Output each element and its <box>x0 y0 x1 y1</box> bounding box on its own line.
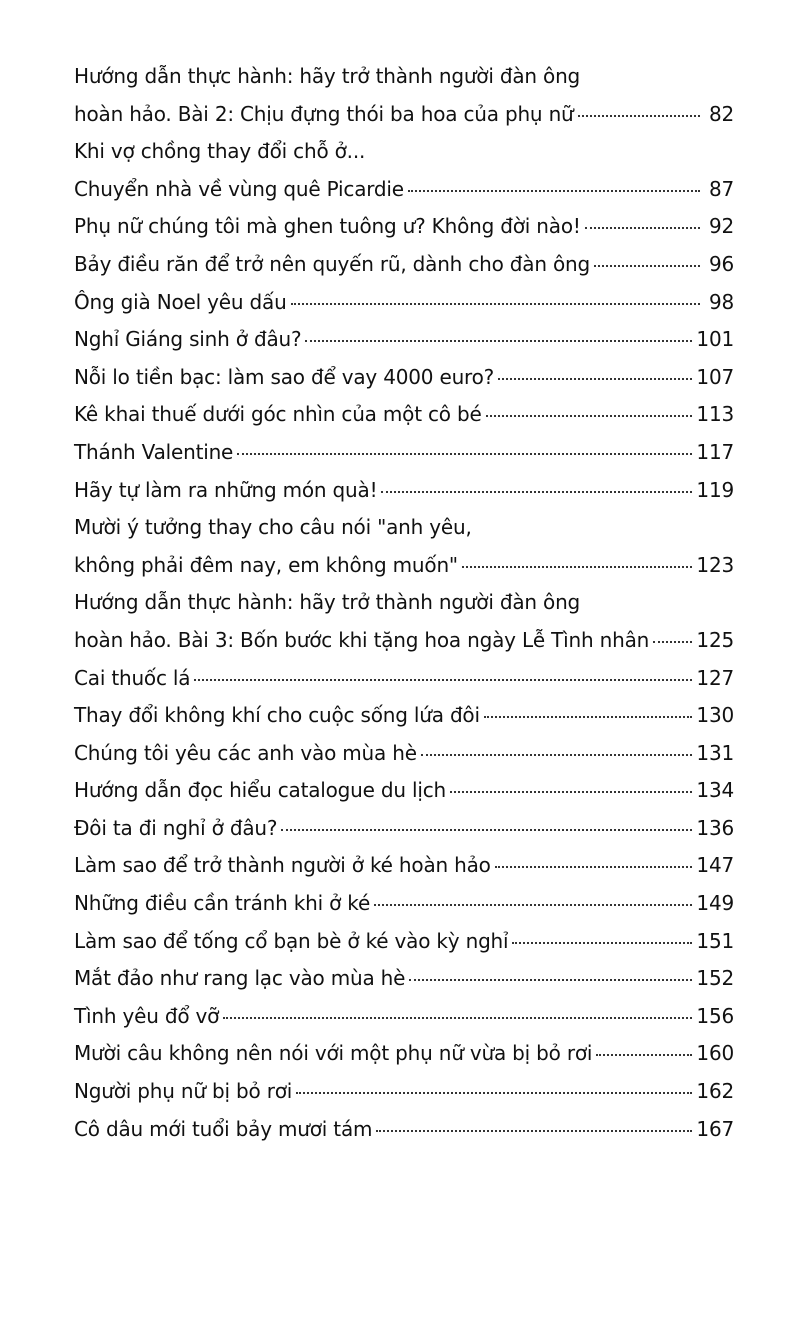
toc-page-number: 162 <box>696 1079 734 1104</box>
toc-entry <box>74 440 734 478</box>
toc-page-number: 127 <box>696 665 734 690</box>
toc-entry <box>74 290 734 328</box>
toc-entry <box>74 1004 734 1042</box>
dot-leader <box>237 453 692 455</box>
toc-entry-line <box>74 778 734 816</box>
toc-entry-line <box>74 290 734 328</box>
dot-leader <box>291 303 700 305</box>
dot-leader <box>296 1092 692 1094</box>
dot-leader <box>374 904 692 906</box>
dot-leader <box>305 340 692 342</box>
toc-entry-title: Hãy tự làm ra những món quà! <box>74 477 378 502</box>
dot-leader <box>376 1130 692 1132</box>
toc-entry <box>74 139 734 214</box>
toc-entry-line <box>74 628 734 666</box>
dot-leader <box>409 979 692 981</box>
toc-entry-title: Đôi ta đi nghỉ ở đâu? <box>74 815 278 840</box>
toc-entry <box>74 1041 734 1079</box>
toc-entry-title: không phải đêm nay, em không muốn" <box>74 552 458 577</box>
toc-page-number: 96 <box>708 251 734 276</box>
toc-entry <box>74 853 734 891</box>
toc-page-number: 167 <box>696 1116 734 1141</box>
toc-page-number: 113 <box>696 402 734 427</box>
toc-entry-title: Làm sao để tống cổ bạn bè ở ké vào kỳ nghỉ <box>74 928 509 953</box>
toc-entry-title: hoàn hảo. Bài 2: Chịu đựng thói ba hoa của phụ nữ <box>74 101 574 126</box>
toc-page-number: 87 <box>708 176 734 201</box>
toc-entry-title: Thay đổi không khí cho cuộc sống lứa đôi <box>74 703 480 728</box>
toc-entry-line <box>74 553 734 591</box>
dot-leader <box>596 1054 692 1056</box>
table-of-contents <box>74 64 734 1154</box>
toc-entry-title: Mắt đảo như rang lạc vào mùa hè <box>74 966 406 991</box>
toc-page-number: 123 <box>696 552 734 577</box>
toc-page-number: 107 <box>696 364 734 389</box>
toc-entry <box>74 478 734 516</box>
dot-leader <box>512 942 692 944</box>
toc-entry-title: Bảy điều răn để trở nên quyến rũ, dành cho đàn ông <box>74 251 590 276</box>
toc-page-number: 147 <box>696 853 734 878</box>
toc-entry-line <box>74 929 734 967</box>
dot-leader <box>486 415 693 417</box>
dot-leader <box>281 829 692 831</box>
toc-page-number: 117 <box>696 439 734 464</box>
toc-entry-line <box>74 853 734 891</box>
dot-leader <box>194 679 692 681</box>
toc-entry-line <box>74 1079 734 1117</box>
toc-entry <box>74 966 734 1004</box>
toc-entry-title: Cai thuốc lá <box>74 665 191 690</box>
toc-entry-line <box>74 703 734 741</box>
toc-entry-title: Hướng dẫn đọc hiểu catalogue du lịch <box>74 778 447 803</box>
toc-page-number: 119 <box>696 477 734 502</box>
toc-page-number: 134 <box>696 778 734 803</box>
toc-entry-line <box>74 816 734 854</box>
dot-leader <box>498 378 692 380</box>
toc-entry-title: Hướng dẫn thực hành: hãy trở thành người đàn ông <box>74 590 581 615</box>
toc-entry-title: Thánh Valentine <box>74 439 234 464</box>
toc-page-number: 156 <box>696 1003 734 1028</box>
toc-entry-line <box>74 891 734 929</box>
toc-entry-line <box>74 102 734 140</box>
toc-entry-line-continued <box>74 64 734 102</box>
toc-entry <box>74 891 734 929</box>
toc-page-number: 131 <box>696 740 734 765</box>
dot-leader <box>585 227 700 229</box>
toc-entry <box>74 327 734 365</box>
toc-entry-line <box>74 402 734 440</box>
toc-entry-line <box>74 666 734 704</box>
dot-leader <box>594 265 700 267</box>
toc-entry <box>74 590 734 665</box>
dot-leader <box>223 1017 692 1019</box>
toc-entry <box>74 666 734 704</box>
dot-leader <box>408 190 700 192</box>
toc-entry-line <box>74 252 734 290</box>
toc-entry-title: Nghỉ Giáng sinh ở đâu? <box>74 327 302 352</box>
toc-entry <box>74 252 734 290</box>
toc-entry <box>74 703 734 741</box>
toc-entry-title: Mười câu không nên nói với một phụ nữ vừa bị bỏ rơi <box>74 1041 593 1066</box>
toc-entry-line-continued <box>74 590 734 628</box>
toc-entry-line <box>74 966 734 1004</box>
toc-entry-line <box>74 1117 734 1155</box>
toc-entry-line <box>74 1004 734 1042</box>
toc-entry <box>74 1117 734 1155</box>
toc-entry-title: Tình yêu đổ vỡ <box>74 1003 220 1028</box>
toc-entry-title: Ông già Noel yêu dấu <box>74 289 287 314</box>
toc-entry <box>74 1079 734 1117</box>
toc-entry-line <box>74 440 734 478</box>
toc-entry-line-continued <box>74 139 734 177</box>
toc-page-number: 82 <box>708 101 734 126</box>
toc-entry-title: Người phụ nữ bị bỏ rơi <box>74 1079 293 1104</box>
toc-page-number: 152 <box>696 966 734 991</box>
dot-leader <box>450 791 692 793</box>
toc-entry-title: Chuyển nhà về vùng quê Picardie <box>74 176 404 201</box>
toc-entry-title: Chúng tôi yêu các anh vào mùa hè <box>74 740 417 765</box>
toc-entry <box>74 402 734 440</box>
toc-entry-title: Phụ nữ chúng tôi mà ghen tuông ư? Không đời nào! <box>74 214 581 239</box>
toc-entry-line <box>74 741 734 779</box>
toc-entry <box>74 515 734 590</box>
toc-page-number: 160 <box>696 1041 734 1066</box>
toc-page-number: 149 <box>696 891 734 916</box>
toc-page-number: 125 <box>696 627 734 652</box>
toc-entry-title: hoàn hảo. Bài 3: Bốn bước khi tặng hoa ngày Lễ Tình nhân <box>74 627 650 652</box>
toc-entry-title: Hướng dẫn thực hành: hãy trở thành người đàn ông <box>74 64 581 88</box>
toc-entry-title: Khi vợ chồng thay đổi chỗ ở... <box>74 139 366 164</box>
dot-leader <box>462 566 692 568</box>
toc-page-number: 92 <box>708 214 734 239</box>
toc-entry-title: Kê khai thuế dưới góc nhìn của một cô bé <box>74 402 482 427</box>
toc-entry <box>74 929 734 967</box>
dot-leader <box>484 716 693 718</box>
toc-page-number: 130 <box>696 703 734 728</box>
toc-entry-line <box>74 1041 734 1079</box>
toc-entry-title: Cô dâu mới tuổi bảy mươi tám <box>74 1116 373 1141</box>
toc-entry-title: Mười ý tưởng thay cho câu nói "anh yêu, <box>74 515 472 540</box>
toc-entry <box>74 778 734 816</box>
toc-entry-title: Những điều cần tránh khi ở ké <box>74 891 371 916</box>
toc-entry-line <box>74 214 734 252</box>
dot-leader <box>421 754 693 756</box>
toc-entry <box>74 365 734 403</box>
toc-page-number: 101 <box>696 327 734 352</box>
dot-leader <box>578 115 700 117</box>
toc-entry <box>74 214 734 252</box>
toc-entry-line <box>74 327 734 365</box>
dot-leader <box>653 641 692 643</box>
toc-entry-line-continued <box>74 515 734 553</box>
toc-entry-title: Làm sao để trở thành người ở ké hoàn hảo <box>74 853 491 878</box>
toc-entry <box>74 64 734 139</box>
toc-entry-line <box>74 478 734 516</box>
toc-entry <box>74 816 734 854</box>
toc-entry-line <box>74 365 734 403</box>
toc-entry <box>74 741 734 779</box>
toc-page-number: 136 <box>696 815 734 840</box>
toc-page-number: 98 <box>708 289 734 314</box>
dot-leader <box>495 866 693 868</box>
toc-entry-title: Nỗi lo tiền bạc: làm sao để vay 4000 euro? <box>74 364 495 389</box>
toc-page-number: 151 <box>696 928 734 953</box>
toc-entry-line <box>74 177 734 215</box>
dot-leader <box>381 491 692 493</box>
